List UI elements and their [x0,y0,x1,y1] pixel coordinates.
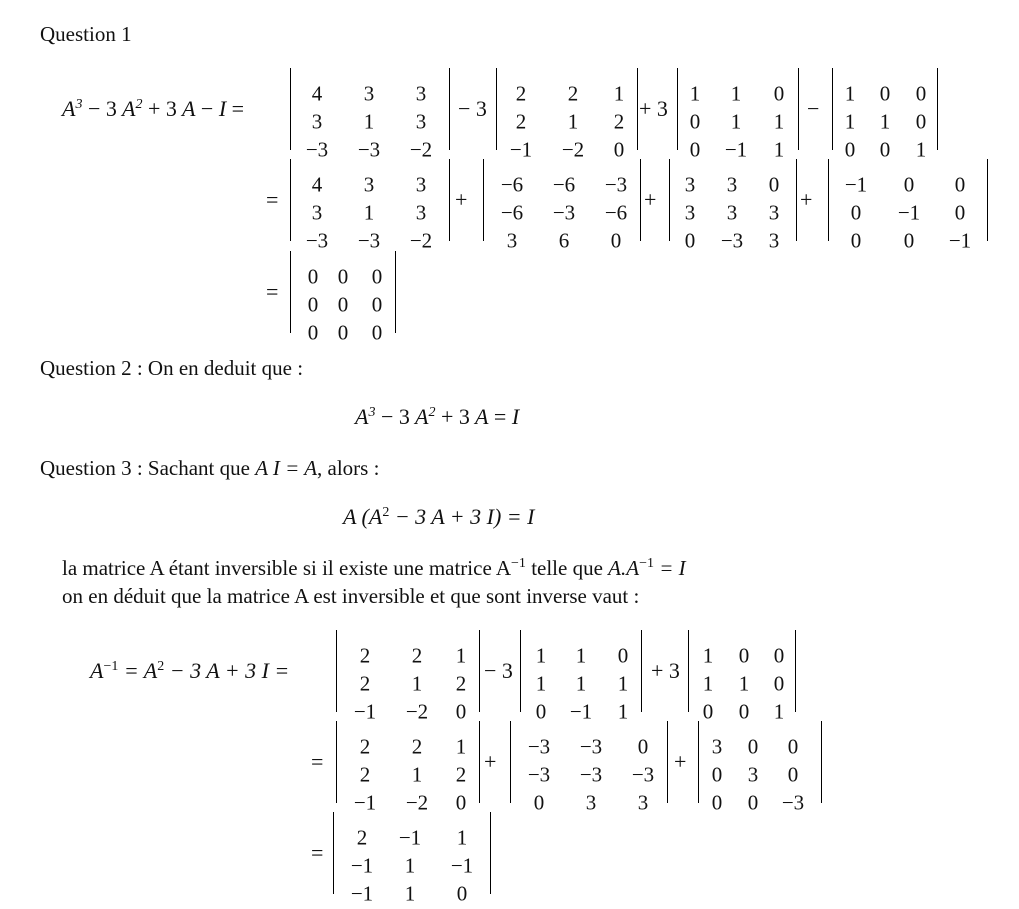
matrix-cell: −1 [897,200,921,225]
matrix-cell: 3 [311,109,323,134]
q1-row2-matrix-2 [483,159,641,253]
matrix-cell: 3 [506,228,518,253]
matrix-cell: 2 [359,643,371,668]
matrix-cell: 3 [726,172,738,197]
matrix-cell: 0 [711,762,723,787]
matrix-cell: 1 [363,109,375,134]
q1-row2-op-2: + [644,187,657,212]
matrix-cell: 3 [768,200,780,225]
matrix-cell: 0 [915,109,927,134]
matrix-cell: 0 [844,137,856,162]
q3-lhs-exp: −1 [103,659,119,674]
q1-lhs-p3: + 3 [142,96,177,121]
matrix-cell: −1 [353,699,377,724]
q3-eq-exp2: 2 [382,505,390,520]
q1-lhs-m3: − 3 [82,96,117,121]
q2-eq-eq: = [488,404,512,429]
matrix-cell: 0 [747,790,759,815]
matrix-cell: 1 [613,81,625,106]
q3-heading-ai: A I = A [255,456,318,480]
q1-row1-op-2: + 3 [639,96,668,121]
matrix-cell: −3 [720,228,744,253]
matrix-cell: −2 [409,228,433,253]
matrix-cell: −1 [350,853,374,878]
matrix-cell: 1 [730,109,742,134]
q3-line1-math: A.A [608,556,640,580]
matrix-cell: −3 [579,762,603,787]
matrix-cell: 0 [307,292,319,317]
matrix-cell: 3 [637,790,649,815]
q1-row2-op-eq: = [266,187,279,212]
matrix-cell: 0 [455,790,467,815]
matrix-cell: −3 [527,734,551,759]
matrix-cell: 0 [768,172,780,197]
q1-row1-matrix-4 [832,68,938,162]
matrix-cell: 0 [371,292,383,317]
matrix-cell: −1 [509,137,533,162]
matrix-cell: 0 [850,200,862,225]
matrix-cell: 1 [404,853,416,878]
matrix-cell: 0 [773,81,785,106]
q3-row2-matrix-3 [698,721,822,815]
matrix-cell: −1 [450,853,474,878]
matrix-cell: 1 [844,109,856,134]
matrix-cell: 0 [787,734,799,759]
matrix-cell: 1 [730,81,742,106]
matrix-cell: 3 [684,200,696,225]
matrix-cell: 0 [637,734,649,759]
matrix-cell: 3 [726,200,738,225]
q3-lhs-expression [90,660,289,682]
matrix-cell: 1 [702,671,714,696]
matrix-cell: 0 [747,734,759,759]
matrix-cell: 0 [689,109,701,134]
q1-row2-matrix-1 [290,159,450,253]
matrix-cell: 1 [456,825,468,850]
q2-eq-exp3: 3 [368,405,376,420]
matrix-cell: 3 [768,228,780,253]
matrix-cell: −3 [357,137,381,162]
q3-row2-matrix-1 [336,721,480,815]
q1-row2-matrix-3 [669,159,797,253]
question-3-heading [40,458,379,479]
q3-row3-matrix [333,812,491,906]
matrix-cell: 1 [575,643,587,668]
matrix-cell: 4 [311,172,323,197]
q3-row1-matrix-3 [688,630,796,724]
matrix-cell: −1 [353,790,377,815]
matrix-cell: −2 [409,137,433,162]
matrix-cell: 1 [363,200,375,225]
matrix-cell: −1 [569,699,593,724]
q3-line1-math-exp: −1 [639,556,654,571]
matrix-cell: 2 [359,762,371,787]
matrix-cell: 1 [773,137,785,162]
matrix-cell: 0 [337,292,349,317]
q1-row1-op-1: − 3 [458,96,487,121]
matrix-cell: 0 [617,643,629,668]
matrix-cell: 0 [773,671,785,696]
matrix-cell: 1 [773,109,785,134]
matrix-cell: 3 [415,172,427,197]
matrix-cell: 0 [702,699,714,724]
matrix-cell: −3 [579,734,603,759]
matrix-cell: 0 [954,200,966,225]
matrix-cell: 2 [411,643,423,668]
matrix-cell: −3 [552,200,576,225]
matrix-cell: −6 [500,200,524,225]
matrix-cell: −2 [561,137,585,162]
matrix-cell: 1 [411,762,423,787]
matrix-cell: 2 [359,734,371,759]
q1-row2-matrix-4 [828,159,988,253]
matrix-cell: −2 [405,699,429,724]
q3-row1-matrix-1 [336,630,480,724]
matrix-cell: −1 [948,228,972,253]
q2-eq-m3: − 3 [375,404,410,429]
q3-row2-matrix-2 [510,721,668,815]
matrix-cell: 0 [307,320,319,345]
q1-row1-matrix-3 [677,68,799,162]
matrix-cell: 3 [311,200,323,225]
matrix-cell: 2 [613,109,625,134]
matrix-cell: 1 [535,643,547,668]
matrix-cell: 1 [844,81,856,106]
matrix-cell: 0 [456,881,468,906]
q3-lhs-rest1: = A [118,658,158,683]
q1-row1-matrix-2 [496,68,638,162]
matrix-cell: 0 [371,320,383,345]
q2-eq-a3: A [355,404,369,429]
q3-line1-mid: telle que [525,556,609,580]
matrix-cell: −6 [500,172,524,197]
matrix-cell: 4 [311,81,323,106]
matrix-cell: 2 [515,109,527,134]
matrix-cell: 0 [850,228,862,253]
matrix-cell: 1 [617,671,629,696]
q3-lhs-exp2: 2 [157,659,165,674]
q1-lhs-exp3: 3 [75,97,83,112]
matrix-cell: −3 [781,790,805,815]
matrix-cell: 0 [455,699,467,724]
q1-lhs-a2: A [121,96,136,121]
q3-row2-op-1: + [484,749,497,774]
matrix-cell: −3 [527,762,551,787]
matrix-cell: 0 [903,228,915,253]
matrix-cell: 2 [455,671,467,696]
q3-row2-op-eq: = [311,749,324,774]
q3-heading-suffix: , alors : [317,456,380,480]
matrix-cell: 1 [773,699,785,724]
matrix-cell: −3 [305,228,329,253]
q3-text-line-1 [62,558,686,579]
matrix-cell: 0 [535,699,547,724]
q2-eq-a2: A [414,404,429,429]
matrix-cell: −3 [305,137,329,162]
q2-eq-i: I [511,404,520,429]
matrix-cell: 3 [415,200,427,225]
q3-text-line-2: on en déduit que la matrice A est inversible et que sont inverse vaut : [62,584,640,608]
q1-lhs-exp2: 2 [135,97,143,112]
matrix-cell: 1 [567,109,579,134]
matrix-cell: 0 [337,320,349,345]
matrix-cell: 0 [738,643,750,668]
q2-equation [355,406,519,428]
matrix-cell: 0 [613,137,625,162]
matrix-cell: 0 [738,699,750,724]
matrix-cell: 1 [575,671,587,696]
matrix-cell: 1 [738,671,750,696]
matrix-cell: 1 [455,734,467,759]
matrix-cell: 6 [558,228,570,253]
matrix-cell: 3 [684,172,696,197]
matrix-cell: 2 [515,81,527,106]
matrix-cell: 1 [915,137,927,162]
q1-lhs-expression [62,98,244,120]
matrix-cell: 1 [455,643,467,668]
q3-row1-matrix-2 [520,630,642,724]
matrix-cell: 0 [533,790,545,815]
q1-lhs-a1: A [181,96,196,121]
q3-line1-exp: −1 [511,556,526,571]
q2-eq-exp2: 2 [428,405,436,420]
matrix-cell: −1 [844,172,868,197]
matrix-cell: 1 [411,671,423,696]
matrix-cell: 1 [404,881,416,906]
q3-lhs-rest2: − 3 A + 3 I = [164,658,290,683]
matrix-cell: −6 [552,172,576,197]
q3-eq-mid: − 3 A + 3 I) = I [389,504,535,529]
question-2-heading: Question 2 : On en deduit que : [40,356,304,380]
matrix-cell: 0 [684,228,696,253]
q1-row2-op-3: + [800,187,813,212]
q2-eq-p3: + 3 [435,404,470,429]
matrix-cell: 2 [455,762,467,787]
matrix-cell: 0 [711,790,723,815]
q3-heading-prefix: Question 3 : Sachant que [40,456,250,480]
question-1-heading: Question 1 [40,22,132,46]
q1-row1-op-3: − [807,96,820,121]
q3-line1-end: = I [653,556,686,580]
matrix-cell: 0 [773,643,785,668]
matrix-cell: 1 [702,643,714,668]
matrix-cell: −1 [724,137,748,162]
q3-row1-op-2: + 3 [651,658,680,683]
q3-lhs-a: A [90,658,104,683]
matrix-cell: 0 [610,228,622,253]
q3-eq-pre: A (A [343,504,383,529]
q1-row2-op-1: + [455,187,468,212]
matrix-cell: 2 [411,734,423,759]
matrix-cell: −3 [604,172,628,197]
matrix-cell: 3 [363,172,375,197]
matrix-cell: 3 [747,762,759,787]
matrix-cell: 0 [915,81,927,106]
matrix-cell: 3 [585,790,597,815]
matrix-cell: 3 [363,81,375,106]
matrix-cell: 0 [954,172,966,197]
matrix-cell: 0 [371,264,383,289]
q1-lhs-eq: = [226,96,245,121]
q1-lhs-i: I [218,96,227,121]
matrix-cell: 3 [711,734,723,759]
matrix-cell: 0 [689,137,701,162]
q3-line1-prefix: la matrice A étant inversible si il existe une matrice A [62,556,512,580]
matrix-cell: 0 [337,264,349,289]
matrix-cell: 1 [879,109,891,134]
q3-row3-op-eq: = [311,840,324,865]
matrix-cell: −2 [405,790,429,815]
matrix-cell: 3 [415,109,427,134]
matrix-cell: 0 [879,137,891,162]
matrix-cell: 0 [307,264,319,289]
q1-row3-op-eq: = [266,279,279,304]
matrix-cell: −3 [631,762,655,787]
matrix-cell: −6 [604,200,628,225]
q1-lhs-a3: A [62,96,76,121]
matrix-cell: 2 [567,81,579,106]
q3-equation [343,506,534,528]
q1-lhs-minus: − [195,96,219,121]
matrix-cell: −1 [350,881,374,906]
matrix-cell: 3 [415,81,427,106]
matrix-cell: 0 [787,762,799,787]
matrix-cell: 0 [879,81,891,106]
q1-row3-matrix [290,251,396,345]
matrix-cell: 2 [359,671,371,696]
q1-row1-matrix-1 [290,68,450,162]
q3-row1-op-1: − 3 [484,658,513,683]
matrix-cell: 1 [617,699,629,724]
matrix-cell: −1 [398,825,422,850]
matrix-cell: 1 [535,671,547,696]
matrix-cell: 1 [689,81,701,106]
matrix-cell: 0 [903,172,915,197]
q3-row2-op-2: + [674,749,687,774]
matrix-cell: 2 [356,825,368,850]
matrix-cell: −3 [357,228,381,253]
q2-eq-a1: A [474,404,489,429]
